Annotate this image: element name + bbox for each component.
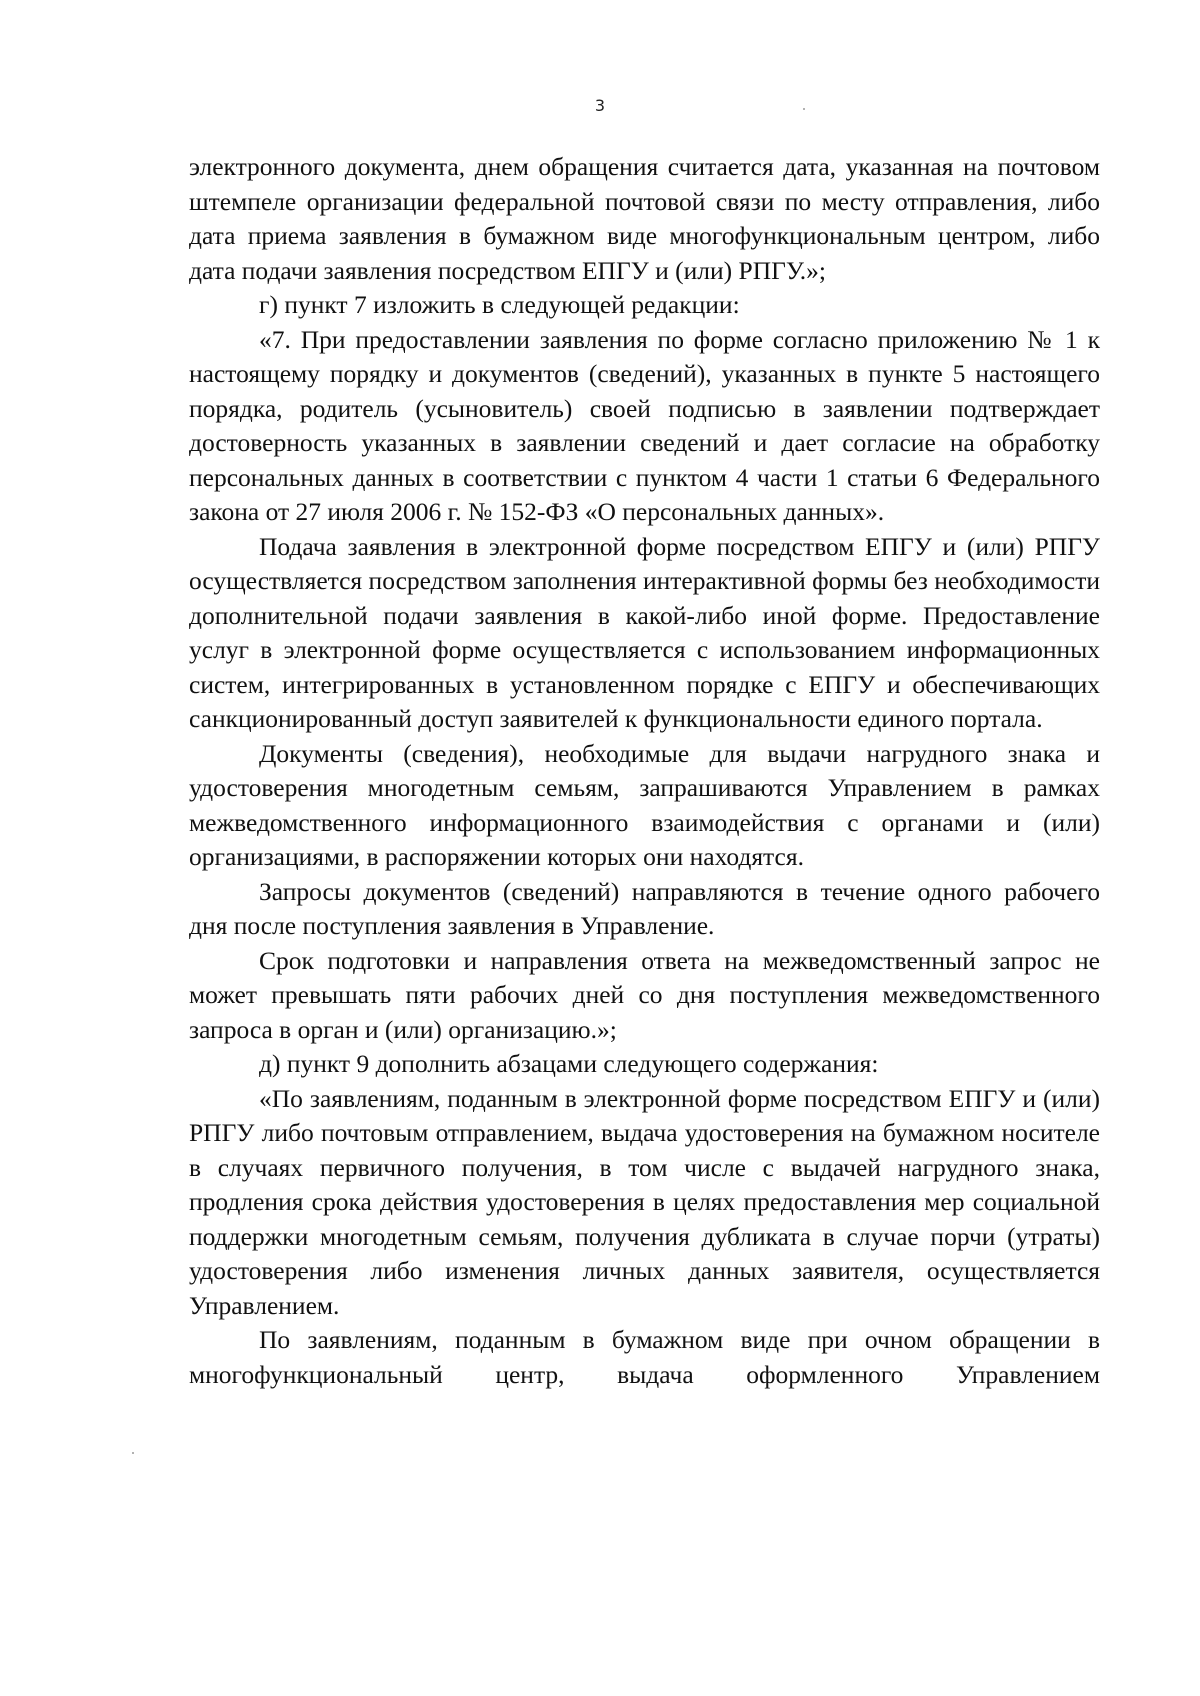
paragraph-electronic-applications: «По заявлениям, поданным в электронной форме посредством ЕПГУ и (или) РПГУ либо почтовым отправлением, выдача удостоверения на бумажном носителе в случаях первичного получения, в том числе с выдачей нагрудного знака, продления срока действия удостоверения в целях предоставления мер социальной поддержки многодетным семьям, получения дубликата в случае порчи (утраты) удостоверения либо изменения личных данных заявителя, осуществляется Управлением. — [189, 1083, 1100, 1320]
paragraph-requests-timing: Запросы документов (сведений) направляются в течение одного рабочего дня после поступления заявления в Управление. — [189, 876, 1100, 940]
paragraph-point-7: «7. При предоставлении заявления по форме согласно приложению № 1 к настоящему порядку и документов (сведений), указанных в пункте 5 настоящего порядка, родитель (усыновитель) своей подписью в заявлении подтверждает достоверность указанных в заявлении сведений и дает согласие на обработку персональных данных в соответствии с пунктом 4 части 1 статьи 6 Федерального закона от 27 июля 2006 г. № 152-ФЗ «О персональных данных». — [189, 324, 1100, 526]
scan-speck — [132, 1452, 134, 1454]
paragraph-documents-requested: Документы (сведения), необходимые для выдачи нагрудного знака и удостоверения многодетным семьям, запрашиваются Управлением в рамках межведомственного информационного взаимодействия с органами и (или) организациями, в распоряжении которых они находятся. — [189, 738, 1100, 871]
paragraph-paper-applications: По заявлениям, поданным в бумажном виде при очном обращении в многофункциональный центр, выдача оформленного Управлением — [189, 1325, 1100, 1389]
page-number: 3 — [594, 96, 606, 115]
paragraph-item-d: д) пункт 9 дополнить абзацами следующего содержания: — [259, 1049, 879, 1078]
paragraph-electronic-submission: Подача заявления в электронной форме посредством ЕПГУ и (или) РПГУ осуществляется посредством заполнения интерактивной формы без необходимости дополнительной подачи заявления в какой-либо иной форме. Предоставление услуг в электронной форме осуществляется с использованием информационных систем, интегрированных в установленном порядке с ЕПГУ и обеспечивающих санкционированный доступ заявителей к функциональности единого портала. — [189, 531, 1100, 733]
paragraph-item-g: г) пункт 7 изложить в следующей редакции: — [259, 290, 740, 319]
scan-speck — [803, 108, 805, 110]
document-body — [189, 150, 1100, 1392]
paragraph-continuation: электронного документа, днем обращения считается дата, указанная на почтовом штемпеле организации федеральной почтовой связи по месту отправления, либо дата приема заявления в бумажном виде многофункциональным центром, либо дата подачи заявления посредством ЕПГУ и (или) РПГУ.»; — [189, 152, 1100, 285]
paragraph-response-deadline: Срок подготовки и направления ответа на межведомственный запрос не может превышать пяти рабочих дней со дня поступления межведомственного запроса в орган и (или) организацию.»; — [189, 945, 1100, 1044]
